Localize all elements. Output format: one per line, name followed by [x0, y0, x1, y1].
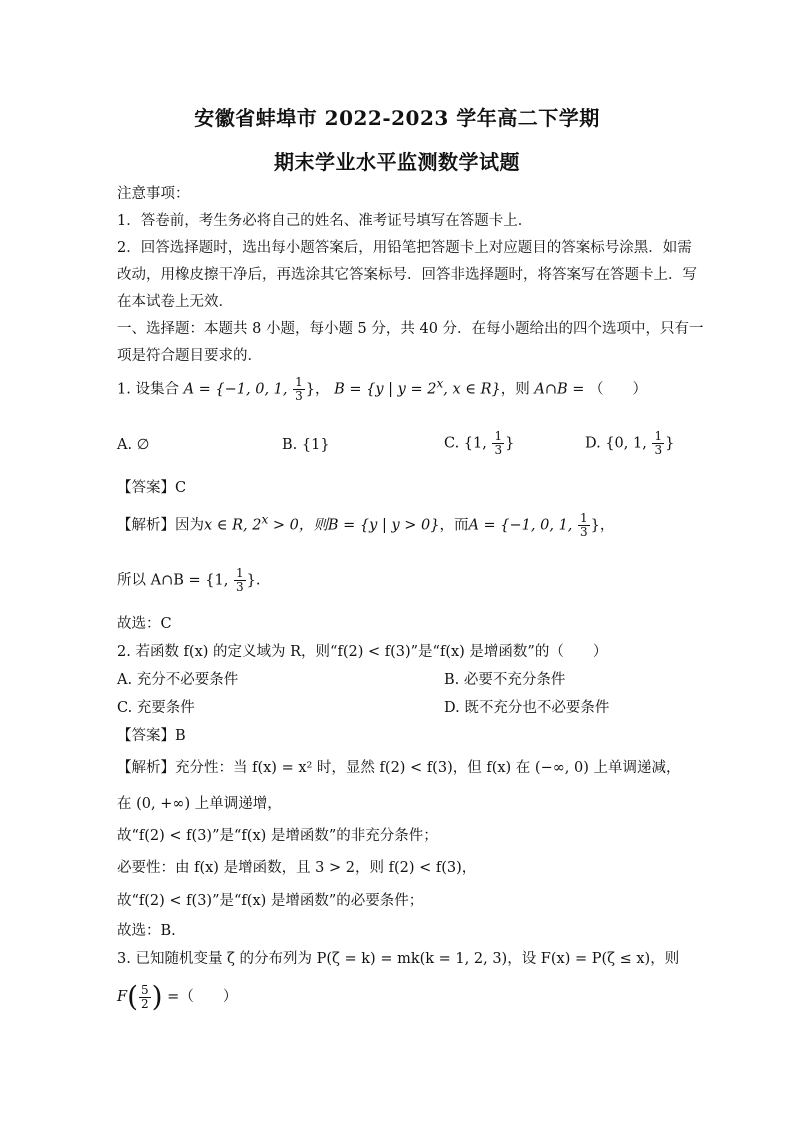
notice-heading: 注意事项：: [117, 186, 190, 202]
intersection-expr: A∩B =: [534, 381, 585, 398]
fraction-one-third: $\frac{1}{3}$: [295, 375, 303, 403]
q1-option-c: C. {1, $\frac{1}{3}$ }: [444, 429, 515, 457]
q1-analysis-line-2: 所以 A∩B = {1, $\frac{1}{3}$ }.: [117, 566, 261, 594]
notice-item-2a: 2．回答选择题时，选出每小题答案后，用铅笔把答题卡上对应题目的答案标号涂黑．如需: [117, 240, 692, 256]
q2-conclusion: 故选：B.: [117, 923, 176, 939]
q1-conclusion: 故选：C: [117, 616, 172, 632]
q2-option-b: B. 必要不充分条件: [444, 672, 566, 688]
q2-option-a: A. 充分不必要条件: [117, 672, 239, 688]
q1-option-d: D. {0, 1, $\frac{1}{3}$ }: [585, 429, 675, 457]
q1-option-a: A. ∅: [117, 437, 150, 453]
notice-item-2c: 在本试卷上无效．: [117, 294, 233, 310]
question-3-stem-line-1: 3. 已知随机变量 ζ 的分布列为 P(ζ = k) = mk(k = 1, 2, 3)，设 F(x) = P(ζ ≤ x)，则: [117, 951, 680, 967]
title-line-2: 期末学业水平监测数学试题: [274, 150, 520, 174]
question-1-stem: 1. 设集合 A = {−1, 0, 1, $\frac{1}{3}$ }， B = {y | $y = 2^x$, x ∈ R}，则 A∩B = （ ）: [117, 375, 648, 403]
q2-option-d: D. 既不充分也不必要条件: [444, 700, 610, 716]
q2-analysis-line-2: 在 (0, +∞) 上单调递增，: [117, 796, 282, 812]
q2-analysis-line-5: 故“f(2) < f(3)”是“f(x) 是增函数”的必要条件；: [117, 893, 424, 909]
q1-option-b: B. {1}: [282, 437, 330, 453]
q1-answer: 【答案】C: [117, 480, 187, 496]
notice-item-1: 1．答卷前，考生务必将自己的姓名、准考证号填写在答题卡上．: [117, 213, 533, 229]
title-line-1: 安徽省蚌埠市 2022-2023 学年高二下学期: [194, 106, 600, 130]
q2-answer: 【答案】B: [117, 728, 186, 744]
question-2-stem: 2. 若函数 f(x) 的定义域为 R，则“f(2) < f(3)”是“f(x) 是增函数”的（ ）: [117, 644, 608, 660]
q2-analysis-line-1: 【解析】充分性：当 f(x) = x² 时，显然 f(2) < f(3)，但 f(x) 在 (−∞, 0) 上单调递减，: [117, 760, 681, 776]
q1-analysis-line-1: 【解析】因为x ∈ R, $2^x > 0$，则B = {y | y > 0}，而A = {−1, 0, 1, $\frac{1}{3}$ }，: [117, 511, 615, 539]
question-3-stem-line-2: F( $\frac{5}{2}$ ) =（ ）: [117, 980, 238, 1013]
section-heading-2: 项是符合题目要求的．: [117, 348, 262, 364]
q2-option-c: C. 充要条件: [117, 700, 195, 716]
section-heading-1: 一、选择题：本题共 8 小题，每小题 5 分，共 40 分．在每小题给出的四个选项中，只有一: [117, 321, 704, 337]
set-b-definition: B = {y | y = 2: [334, 381, 437, 398]
notice-item-2b: 改动，用橡皮擦干净后，再选涂其它答案标号．回答非选择题时，将答案写在答题卡上．写: [117, 267, 697, 283]
set-a-definition: A = {−1, 0, 1,: [183, 381, 293, 398]
q2-analysis-line-3: 故“f(2) < f(3)”是“f(x) 是增函数”的非充分条件；: [117, 828, 438, 844]
q2-analysis-line-4: 必要性：由 f(x) 是增函数，且 3 > 2，则 f(2) < f(3)，: [117, 860, 477, 876]
